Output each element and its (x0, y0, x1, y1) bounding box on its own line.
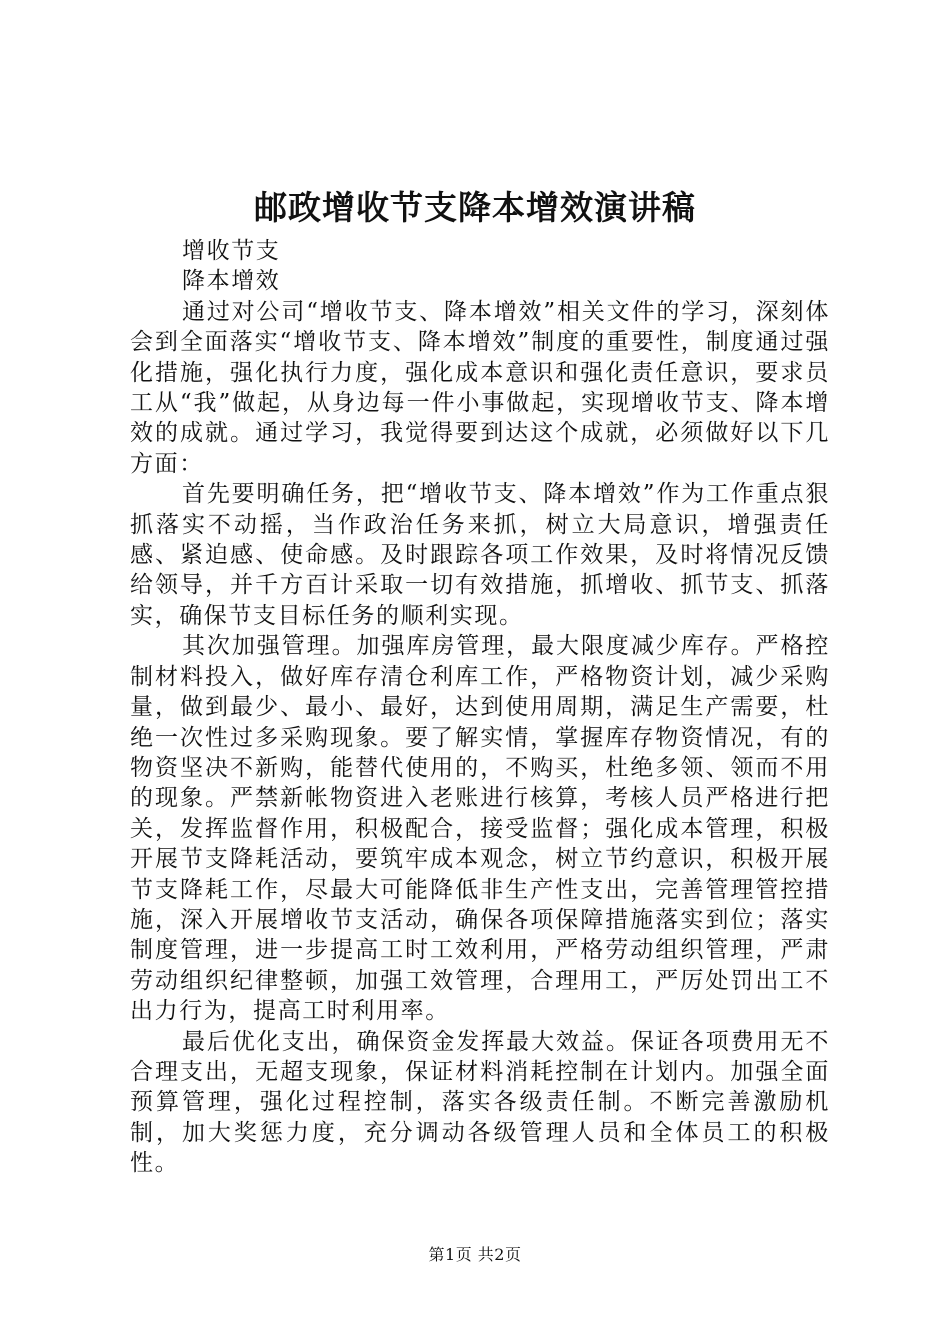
document-title: 邮政增收节支降本增效演讲稿 (254, 188, 696, 227)
paragraph-last: 最后优化支出，确保资金发挥最大效益。保证各项费用无不合理支出，无超支现象，保证材料消耗控制在计划内。加强全面预算管理，强化过程控制，落实各级责任制。不断完善激励机制，加大奖惩力度，充分调动各级管理人员和全体员工的积极性。 (130, 1028, 830, 1177)
page-number-footer: 第1页 共2页 (428, 1245, 522, 1264)
subheading-2: 降本增效 (182, 268, 281, 295)
paragraph-intro: 通过对公司“增收节支、降本增效”相关文件的学习，深刻体会到全面落实“增收节支、降本增效”制度的重要性，制度通过强化措施，强化执行力度，强化成本意识和强化责任意识，要求员工从“我”做起，从身边每一件小事做起，实现增收节支、降本增效的成就。通过学习，我觉得要到达这个成就，必须做好以下几方面： (130, 298, 830, 477)
paragraph-first: 首先要明确任务，把“增收节支、降本增效”作为工作重点狠抓落实不动摇，当作政治任务来抓，树立大局意识，增强责任感、紧迫感、使命感。及时跟踪各项工作效果，及时将情况反馈给领导，并千方百计采取一切有效措施，抓增收、抓节支、抓落实，确保节支目标任务的顺利实现。 (130, 481, 830, 629)
document-body (130, 236, 830, 1179)
paragraph-second: 其次加强管理。加强库房管理，最大限度减少库存。严格控制材料投入，做好库存清仓利库工作，严格物资计划，减少采购量，做到最少、最小、最好，达到使用周期，满足生产需要，杜绝一次性过多采购现象。要了解实情，掌握库存物资情况，有的物资坚决不新购，能替代使用的，不购买，杜绝多领、领而不用的现象。严禁新帐物资进入老账进行核算，考核人员严格进行把关，发挥监督作用，积极配合，接受监督；强化成本管理，积极开展节支降耗活动，要筑牢成本观念，树立节约意识，积极开展节支降耗工作，尽最大可能降低非生产性支出，完善管理管控措施，深入开展增收节支活动，确保各项保障措施落实到位；落实制度管理，进一步提高工时工效利用，严格劳动组织管理，严肃劳动组织纪律整顿，加强工效管理，合理用工，严厉处罚出工不出力行为，提高工时利用率。 (130, 633, 830, 1025)
subheading-1: 增收节支 (182, 238, 281, 264)
